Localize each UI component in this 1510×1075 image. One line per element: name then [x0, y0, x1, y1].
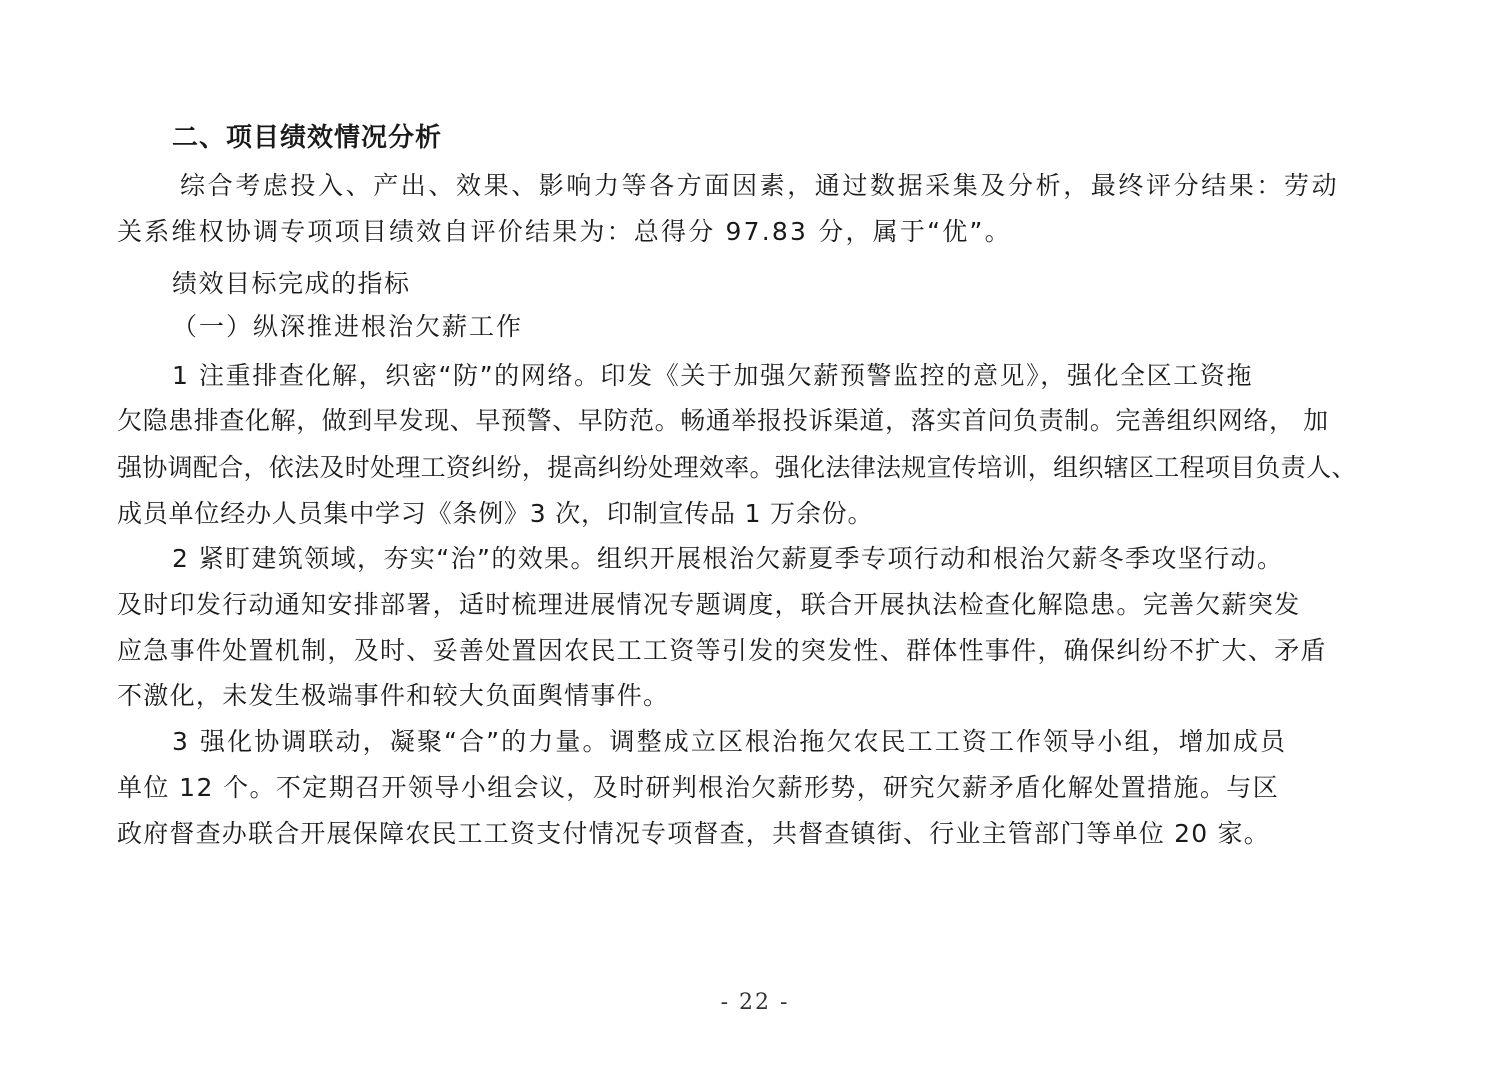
- item1-line-4: 成员单位经办人员集中学习《条例》3 次，印制宣传品 1 万余份。: [117, 499, 874, 528]
- item2-line-1: 2 紧盯建筑领域，夯实“治”的效果。组织开展根治欠薪夏季专项行动和根治欠薪冬季攻坚行动。: [172, 544, 1284, 573]
- item1-line-1: 1 注重排查化解，织密“防”的网络。印发《关于加强欠薪预警监控的意见》，强化全区工资拖: [172, 361, 1254, 390]
- item1-line-3: 强协调配合，依法及时处理工资纠纷，提高纠纷处理效率。强化法律法规宣传培训，组织辖区工程项目负责人、: [117, 453, 1357, 482]
- targets-heading: 绩效目标完成的指标: [172, 269, 411, 298]
- item2-line-2: 及时印发行动通知安排部署，适时梳理进展情况专题调度，联合开展执法检查化解隐患。完善欠薪突发: [117, 590, 1301, 619]
- item3-line-1: 3 强化协调联动，凝聚“合”的力量。调整成立区根治拖欠农民工工资工作领导小组，增加成员: [172, 727, 1288, 756]
- item2-line-4: 不激化，未发生极端事件和较大负面舆情事件。: [117, 681, 670, 710]
- item2-line-3: 应急事件处置机制，及时、妥善处置因农民工工资等引发的突发性、群体性事件，确保纠纷不扩大、矛盾: [117, 636, 1327, 665]
- item3-line-2: 单位 12 个。不定期召开领导小组会议，及时研判根治欠薪形势，研究欠薪矛盾化解处置措施。与区: [117, 773, 1280, 802]
- subsection-heading: （一）纵深推进根治欠薪工作: [172, 312, 524, 341]
- item3-line-3: 政府督查办联合开展保障农民工工资支付情况专项督查，共督查镇街、行业主管部门等单位 20 家。: [117, 819, 1270, 848]
- intro-line-2: 关系维权协调专项项目绩效自评价结果为：总得分 97.83 分，属于“优”。: [117, 217, 1012, 246]
- section-heading: 二、项目绩效情况分析: [172, 123, 443, 153]
- intro-line-1: 综合考虑投入、产出、效果、影响力等各方面因素，通过数据采集及分析，最终评分结果：劳动: [180, 171, 1340, 200]
- item1-line-2: 欠隐患排查化解，做到早发现、早预警、早防范。畅通举报投诉渠道，落实首问负责制。完善组织网络， 加: [117, 406, 1329, 435]
- page-number: - 22 -: [720, 990, 790, 1015]
